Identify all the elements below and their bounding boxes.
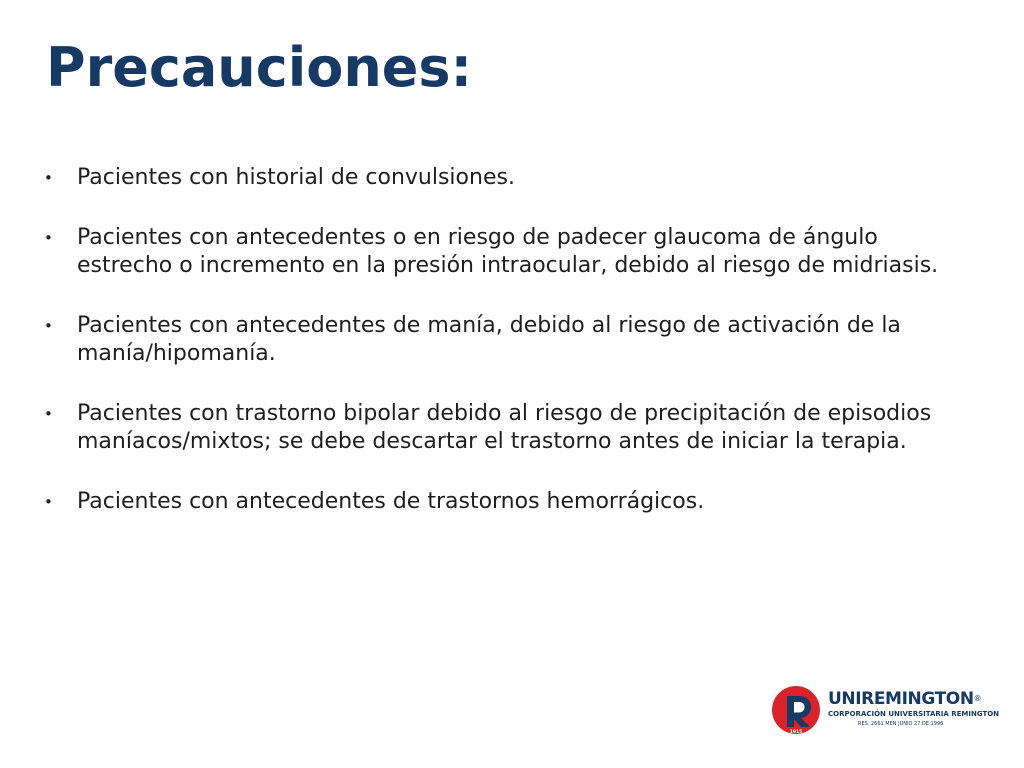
bullet-marker: • [44,317,53,335]
bullet-marker: • [44,229,53,247]
bullet-item [44,400,974,456]
bullet-item [44,224,974,280]
bullet-text: Pacientes con antecedentes de manía, debido al riesgo de activación de la manía/hipomanía. [77,313,901,366]
slide-title: Precauciones: [46,36,473,99]
registered-mark: ® [973,694,982,703]
bullet-text: Pacientes con trastorno bipolar debido al riesgo de precipitación de episodios maníacos/mixtos; se debe descartar el trastorno antes de iniciar la terapia. [77,401,932,454]
bullet-item [44,312,974,368]
bullet-item [44,488,974,516]
bullet-text: Pacientes con antecedentes de trastornos hemorrágicos. [77,489,705,514]
logo-name-text: UNIREMINGTON [828,689,974,709]
bullet-item [44,164,974,192]
bullet-text: Pacientes con antecedentes o en riesgo de padecer glaucoma de ángulo estrecho o incremento en la presión intraocular, debido al riesgo de midriasis. [77,225,939,278]
emblem-year: 1915 [789,730,803,735]
logo-wordmark [828,689,981,709]
bullet-marker: • [44,405,53,423]
logo-subtitle: CORPORACIÓN UNIVERSITARIA REMINGTON [828,710,1000,718]
bullet-marker: • [44,169,53,187]
bullet-list [44,164,974,548]
bullet-text: Pacientes con historial de convulsiones. [77,165,515,190]
bullet-marker: • [44,493,53,511]
logo-resolution: RES. 2661 MEN JUNIO 27 DE 1996 [858,721,944,727]
uniremington-emblem-icon [770,684,822,736]
uniremington-logo [770,684,1000,736]
